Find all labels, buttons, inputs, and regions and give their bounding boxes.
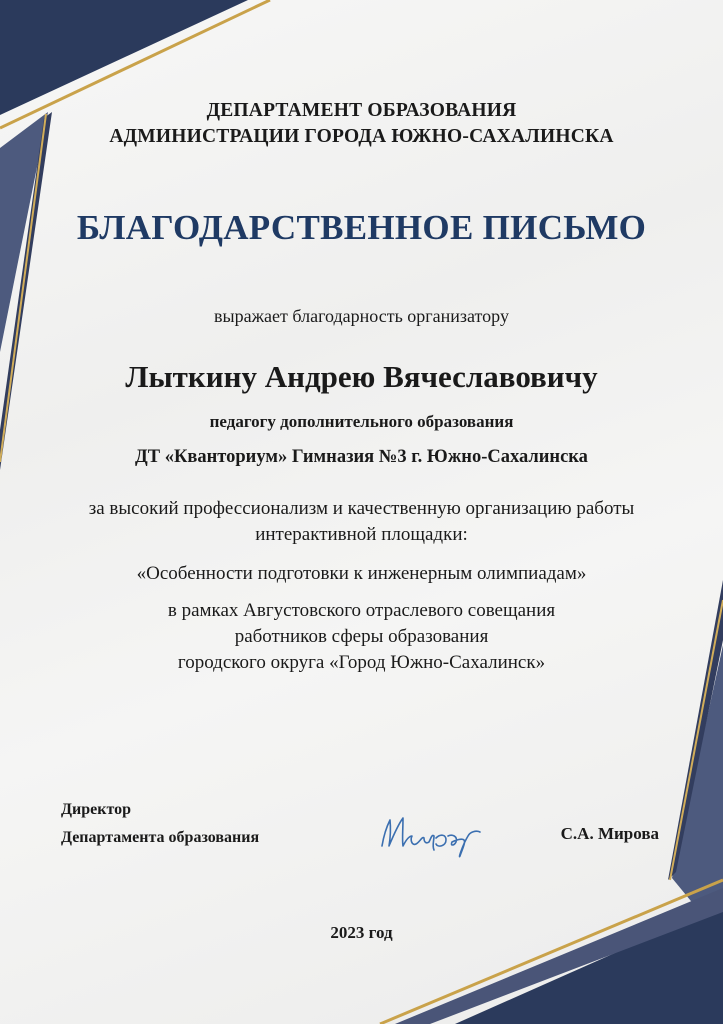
document-title: БЛАГОДАРСТВЕННОЕ ПИСЬМО: [76, 208, 647, 247]
context-line-2: работников сферы образования: [234, 626, 489, 647]
signatory-name: С.А. Мирова: [560, 824, 659, 843]
context-line-1: в рамках Августовского отраслевого совещания: [167, 600, 556, 621]
event-title: «Особенности подготовки к инженерным олимпиадам»: [136, 563, 587, 584]
document-year: 2023 год: [330, 923, 393, 942]
reason-line-2: интерактивной площадки:: [255, 524, 468, 545]
recipient-name: Лыткину Андрею Вячеславовичу: [125, 359, 598, 394]
signatory-role-line-1: Директор: [61, 801, 131, 818]
recipient-position: педагогу дополнительного образования: [209, 412, 514, 431]
reason-line-1: за высокий профессионализм и качественную организацию работы: [88, 498, 635, 519]
reason-text: [0, 496, 723, 548]
context-line-3: городского округа «Город Южно-Сахалинск»: [177, 652, 546, 673]
department-line-1: ДЕПАРТАМЕНТ ОБРАЗОВАНИЯ: [206, 100, 517, 121]
handwritten-signature: [376, 806, 486, 862]
signatory-role: [61, 796, 259, 852]
signatory-role-line-2: Департамента образования: [61, 829, 260, 846]
department-header: [0, 98, 723, 150]
context-text: [0, 598, 723, 676]
intro-text: выражает благодарность организатору: [214, 306, 509, 326]
recipient-organization: ДТ «Кванториум» Гимназия №3 г. Южно-Сахалинска: [135, 447, 588, 467]
department-line-2: АДМИНИСТРАЦИИ ГОРОДА ЮЖНО-САХАЛИНСКА: [109, 126, 614, 147]
